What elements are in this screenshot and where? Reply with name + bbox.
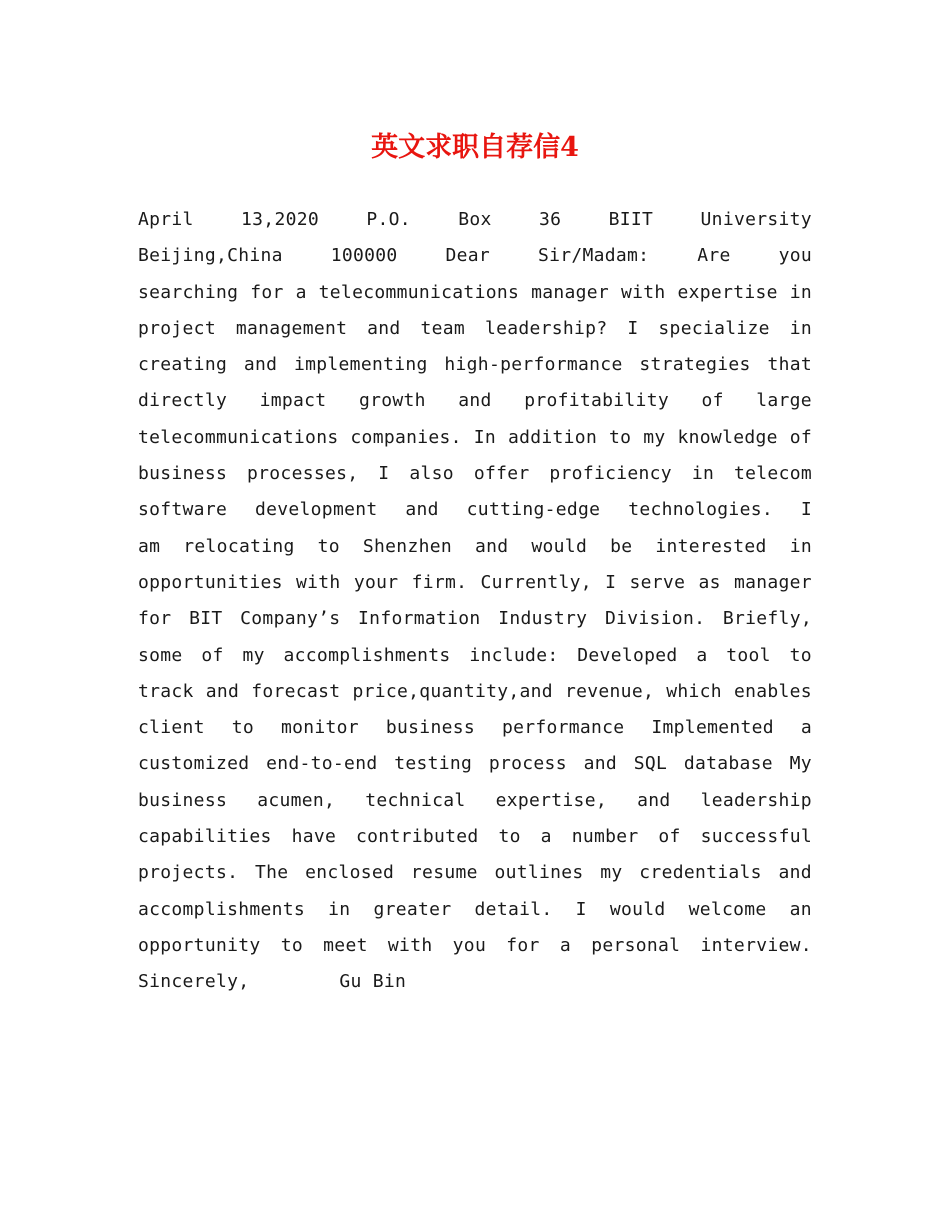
letter-word: I	[575, 898, 587, 920]
letter-word: and	[778, 862, 812, 884]
letter-line	[138, 674, 812, 710]
letter-word: 13,2020	[241, 209, 319, 230]
letter-word: as	[698, 571, 721, 593]
letter-word: to	[280, 934, 303, 956]
letter-word: Developed	[577, 644, 678, 666]
letter-word: for	[506, 934, 540, 956]
letter-word: specialize	[658, 317, 770, 339]
letter-word: a	[540, 826, 552, 848]
letter-word: in	[328, 898, 351, 920]
letter-word: relocating	[183, 535, 295, 557]
letter-word: technologies.	[628, 499, 773, 521]
letter-word: greater	[373, 898, 452, 920]
letter-line	[138, 347, 812, 383]
letter-word: 100000	[330, 245, 398, 267]
letter-word: of	[658, 826, 681, 848]
letter-word: welcome	[688, 898, 767, 920]
letter-word: forecast	[251, 680, 341, 702]
letter-line	[138, 819, 812, 855]
letter-word: capabilities	[138, 826, 272, 848]
letter-word: Industry	[498, 608, 588, 630]
letter-word: manager	[531, 281, 610, 303]
letter-word: performance	[501, 717, 625, 739]
letter-word: directly	[138, 390, 228, 412]
letter-word: and	[405, 499, 439, 521]
letter-word: management	[235, 317, 348, 339]
letter-word: I	[378, 463, 390, 485]
letter-line	[138, 783, 812, 819]
letter-word: my	[600, 862, 623, 884]
letter-word: searching	[138, 281, 239, 303]
letter-word: number	[571, 826, 639, 848]
letter-word: offer	[473, 463, 530, 485]
letter-line	[138, 238, 812, 274]
letter-word: University	[700, 209, 812, 230]
signature: Gu Bin	[339, 971, 407, 993]
letter-word: in	[691, 463, 715, 485]
letter-word: expertise	[677, 281, 778, 303]
letter-word: Shenzhen	[362, 535, 452, 557]
document-title: 英文求职自荐信4	[371, 132, 579, 163]
letter-word: Information	[358, 608, 481, 630]
letter-word: and	[205, 680, 240, 702]
letter-word: manager	[733, 571, 812, 593]
letter-word: credentials	[639, 862, 762, 884]
letter-word: for	[250, 281, 284, 303]
letter-word: interview.	[700, 934, 812, 956]
letter-word: The	[254, 862, 289, 884]
letter-word: am	[138, 535, 161, 557]
letter-word: monitor	[280, 717, 359, 739]
letter-word: I	[605, 571, 617, 593]
letter-word: process	[488, 753, 567, 775]
letter-line	[138, 420, 812, 456]
letter-word: detail.	[474, 898, 553, 920]
letter-word: to	[498, 826, 521, 848]
letter-word: include:	[469, 644, 559, 666]
letter-word: I	[800, 499, 812, 521]
letter-word: telecom	[734, 463, 812, 485]
letter-word: with	[387, 934, 433, 956]
letter-word: business	[138, 463, 228, 485]
letter-word: end-to-end	[266, 753, 378, 775]
letter-line	[138, 638, 812, 674]
letter-word: track	[138, 680, 194, 702]
letter-word: meet	[323, 934, 368, 956]
letter-word: implementing	[294, 354, 428, 376]
letter-word: to	[609, 426, 632, 448]
letter-word: strategies	[639, 354, 751, 376]
letter-word: SQL	[633, 753, 668, 775]
letter-word: In	[473, 426, 497, 448]
letter-word: to	[231, 717, 255, 739]
letter-word: contributed	[356, 826, 479, 848]
letter-word: knowledge	[677, 426, 778, 448]
letter-word: of	[201, 644, 224, 666]
letter-word: Beijing,China	[138, 245, 283, 267]
letter-word: also	[409, 463, 454, 485]
closing-gap	[249, 964, 339, 1000]
letter-line	[138, 746, 812, 782]
letter-word: a	[559, 934, 572, 956]
letter-word: and	[243, 354, 278, 376]
letter-word: acumen,	[257, 789, 336, 811]
letter-line	[138, 311, 812, 347]
letter-word: companies.	[350, 426, 462, 448]
closing: Sincerely,	[138, 971, 250, 993]
letter-line	[138, 892, 812, 928]
letter-word: impact	[259, 390, 327, 412]
letter-line	[138, 710, 812, 746]
letter-word: revenue,	[565, 680, 655, 702]
letter-word: to	[789, 644, 812, 666]
letter-word: and	[367, 317, 401, 339]
letter-word: in	[789, 281, 812, 303]
letter-word: you	[778, 245, 812, 267]
letter-word: testing	[394, 753, 473, 775]
letter-word: and	[474, 535, 509, 557]
letter-word: addition	[507, 426, 598, 448]
letter-word: business	[385, 717, 475, 739]
letter-word: Are	[697, 245, 731, 267]
letter-word: telecommunications	[318, 281, 520, 303]
letter-word: software	[138, 499, 228, 521]
letter-line	[138, 529, 812, 565]
letter-word: Company’s	[240, 608, 341, 630]
letter-word: BIIT	[608, 209, 654, 230]
letter-word: and	[583, 753, 617, 775]
letter-word: April	[138, 209, 194, 230]
letter-word: resume	[410, 862, 478, 884]
letter-word: serve	[629, 571, 686, 593]
letter-line	[138, 202, 812, 238]
letter-word: My	[789, 753, 812, 775]
letter-word: and	[637, 789, 671, 811]
letter-word: interested	[655, 535, 767, 557]
letter-word: Implemented	[651, 717, 774, 739]
letter-word: you	[452, 934, 487, 956]
letter-word: growth	[358, 390, 426, 412]
letter-line	[138, 492, 812, 528]
letter-line	[138, 601, 812, 637]
letter-word: in	[789, 317, 812, 339]
letter-body	[138, 202, 812, 1001]
letter-word: Dear	[445, 245, 491, 267]
letter-word: in	[789, 535, 812, 557]
letter-word: with	[621, 281, 666, 303]
letter-word: accomplishments	[138, 898, 306, 920]
letter-word: telecommunications	[138, 426, 339, 448]
letter-word: opportunity	[138, 934, 261, 956]
letter-word: P.O.	[366, 209, 411, 230]
letter-word: 36	[539, 209, 562, 230]
letter-word: client	[138, 717, 205, 739]
letter-word: database	[683, 753, 773, 775]
letter-word: Briefly,	[722, 608, 812, 630]
letter-word: an	[789, 898, 812, 920]
letter-word: projects.	[138, 862, 239, 884]
letter-word: development	[254, 499, 378, 521]
letter-word: my	[643, 426, 666, 448]
letter-word: be	[610, 535, 633, 557]
letter-word: enclosed	[305, 862, 395, 884]
letter-word: successful	[700, 826, 812, 848]
letter-line	[138, 383, 812, 419]
letter-word: BIT	[189, 608, 223, 630]
letter-word: enables	[733, 680, 812, 702]
letter-word: Division.	[604, 608, 706, 630]
letter-word: of	[701, 390, 724, 412]
letter-word: Box	[458, 209, 492, 230]
letter-word: customized	[138, 753, 250, 775]
letter-word: firm.	[411, 571, 468, 593]
letter-word: project	[138, 317, 216, 339]
letter-word: cutting-edge	[466, 499, 601, 521]
closing-line	[138, 964, 812, 1000]
letter-word: to	[317, 535, 340, 557]
letter-word: a	[800, 717, 812, 739]
letter-word: and	[458, 390, 492, 412]
letter-word: outlines	[494, 862, 584, 884]
letter-word: personal	[591, 934, 681, 956]
letter-line	[138, 456, 812, 492]
letter-word: leadership?	[484, 317, 608, 339]
letter-word: Sir/Madam:	[537, 245, 650, 267]
letter-word: leadership	[700, 789, 812, 811]
letter-word: my	[242, 644, 265, 666]
letter-word: your	[353, 571, 399, 593]
letter-word: business	[138, 789, 228, 811]
letter-word: with	[296, 571, 341, 593]
letter-word: profitability	[524, 390, 669, 412]
letter-word: that	[767, 354, 812, 376]
letter-word: creating	[138, 354, 228, 376]
letter-word: would	[609, 898, 666, 920]
letter-word: have	[291, 826, 337, 848]
letter-word: large	[756, 390, 812, 412]
letter-word: team	[420, 317, 466, 339]
letter-word: technical	[365, 789, 466, 811]
letter-word: tool	[726, 644, 771, 666]
letter-word: high-performance	[444, 354, 623, 376]
letter-word: processes,	[247, 463, 359, 485]
letter-line	[138, 565, 812, 601]
letter-word: would	[531, 535, 588, 557]
letter-word: I	[627, 317, 639, 339]
letter-word: Currently,	[480, 571, 592, 593]
letter-word: accomplishments	[283, 644, 451, 666]
letter-word: a	[696, 644, 708, 666]
letter-word: a	[295, 281, 307, 303]
letter-word: expertise,	[495, 789, 607, 811]
letter-line	[138, 275, 812, 311]
letter-word: for	[138, 608, 172, 630]
letter-line	[138, 928, 812, 964]
letter-word: opportunities	[138, 571, 283, 593]
letter-word: which	[666, 680, 722, 702]
letter-word: price,quantity,and	[352, 680, 553, 702]
letter-word: proficiency	[549, 463, 672, 485]
letter-word: of	[789, 426, 812, 448]
letter-word: some	[138, 644, 183, 666]
letter-line	[138, 855, 812, 891]
